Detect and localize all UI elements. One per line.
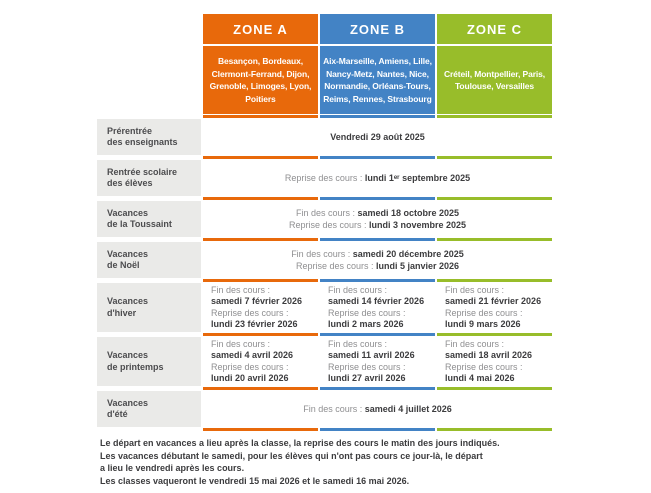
date-line [445, 319, 552, 331]
date-line-value: samedi 20 décembre 2025 [352, 249, 464, 259]
row-separator [97, 333, 552, 336]
date-line-prefix: Reprise des cours : [211, 361, 289, 372]
date-line [445, 285, 552, 297]
date-line [328, 319, 435, 331]
date-line-value: lundi 4 mai 2026 [445, 373, 515, 383]
calendar-row [97, 242, 552, 278]
date-cell-zone-c [437, 337, 552, 386]
date-line-prefix: Fin des cours : [445, 338, 505, 349]
zone-a-header: ZONE A [203, 14, 318, 44]
zone-a-separator-segment [203, 156, 318, 159]
zone-b-separator-segment [320, 156, 435, 159]
row-separator [97, 197, 552, 200]
zone-a-separator-segment [203, 238, 318, 241]
zone-a-separator-segment [203, 279, 318, 282]
date-line [328, 285, 435, 297]
zone-a-cities: Besançon, Bordeaux, Clermont-Ferrand, Dijon, Grenoble, Limoges, Lyon, Poitiers [203, 46, 318, 114]
separator-spacer [97, 428, 201, 431]
date-line [445, 296, 552, 308]
date-cell-zone-b [320, 337, 435, 386]
date-line [328, 308, 435, 320]
date-cell-zone-a [203, 283, 318, 332]
date-line-value: samedi 18 avril 2026 [445, 350, 533, 360]
date-line-value: samedi 11 avril 2026 [328, 350, 415, 360]
date-line-prefix: Reprise des cours : [284, 173, 365, 183]
row-label-line: Vacances [107, 397, 149, 408]
footer-line: a lieu le vendredi après les cours. [100, 463, 245, 473]
school-vacation-calendar [97, 14, 651, 487]
zone-c-separator-segment [437, 156, 552, 159]
date-line [303, 403, 452, 415]
zone-c-separator-segment [437, 115, 552, 118]
date-line-prefix: Reprise des cours : [288, 220, 369, 230]
date-line-prefix: Fin des cours : [211, 284, 271, 295]
date-line-value: lundi 1ᵉʳ septembre 2025 [364, 173, 471, 183]
separator-spacer [97, 238, 201, 241]
date-line-prefix: Fin des cours : [303, 404, 365, 414]
row-label [97, 160, 201, 196]
zone-b-separator-segment [320, 197, 435, 200]
date-cell-all-zones [203, 242, 552, 278]
separator-spacer [97, 387, 201, 390]
footer-line: Le départ en vacances a lieu après la classe, la reprise des cours le matin des jours indiqués. [100, 438, 500, 448]
zone-c-separator-segment [437, 197, 552, 200]
zone-a-separator-segment [203, 428, 318, 431]
row-label-line: Vacances [107, 207, 149, 218]
date-line-prefix: Reprise des cours : [445, 307, 523, 318]
zone-c-cities: Créteil, Montpellier, Paris, Toulouse, Versailles [437, 46, 552, 114]
row-separator [97, 279, 552, 282]
zone-b-separator-segment [320, 115, 435, 118]
zone-cities-row [97, 46, 552, 114]
date-line [296, 207, 459, 219]
date-cell-zone-c [437, 283, 552, 332]
date-line-value: samedi 14 février 2026 [328, 296, 425, 306]
calendar-rows [97, 115, 552, 431]
date-line-prefix: Fin des cours : [295, 208, 358, 218]
row-separator [97, 115, 552, 118]
separator-spacer [97, 156, 201, 159]
separator-spacer [97, 333, 201, 336]
date-cell-all-zones [203, 201, 552, 237]
row-separator [97, 428, 552, 431]
zone-c-header: ZONE C [437, 14, 552, 44]
date-line [328, 339, 435, 351]
calendar-row [97, 391, 552, 427]
row-label-line: des élèves [107, 178, 153, 188]
date-cell-all-zones [203, 119, 552, 155]
header-spacer [97, 14, 201, 44]
row-label-line: Vacances [107, 248, 149, 259]
date-line-prefix: Reprise des cours : [295, 261, 376, 271]
date-line [330, 131, 425, 143]
date-line [445, 362, 552, 374]
date-line [285, 172, 470, 184]
date-line-prefix: Fin des cours : [328, 284, 388, 295]
row-label-line: Vacances [107, 296, 149, 306]
zone-b-header: ZONE B [320, 14, 435, 44]
date-line-value: lundi 5 janvier 2026 [376, 261, 460, 271]
zone-b-separator-segment [320, 387, 435, 390]
date-line-prefix: Reprise des cours : [328, 361, 406, 372]
zone-b-separator-segment [320, 279, 435, 282]
row-separator [97, 156, 552, 159]
row-label-line: Prérentrée [107, 125, 153, 136]
footer-notes [100, 437, 645, 487]
row-label [97, 201, 201, 237]
zone-c-separator-segment [437, 387, 552, 390]
date-line-value: lundi 2 mars 2026 [328, 319, 404, 329]
date-line-prefix: Reprise des cours : [445, 361, 523, 372]
calendar-row [97, 337, 552, 386]
date-line [211, 308, 318, 320]
date-line [291, 248, 464, 260]
zone-header-row [97, 14, 552, 44]
date-line-value: Vendredi 29 août 2025 [330, 132, 425, 142]
row-label [97, 119, 201, 155]
date-line-value: samedi 7 février 2026 [211, 296, 303, 306]
row-separator [97, 387, 552, 390]
zone-a-separator-segment [203, 197, 318, 200]
date-line-prefix: Fin des cours : [328, 338, 388, 349]
calendar-row [97, 119, 552, 155]
date-line [445, 339, 552, 351]
row-separator [97, 238, 552, 241]
date-line-value: samedi 4 juillet 2026 [364, 404, 452, 414]
row-label-line: d'été [107, 409, 128, 419]
date-line [211, 296, 318, 308]
row-label-line: de la Toussaint [107, 219, 172, 229]
date-line [328, 362, 435, 374]
zone-a-separator-segment [203, 115, 318, 118]
row-label-line: de Noël [107, 260, 140, 270]
calendar-row [97, 160, 552, 196]
date-line [328, 350, 435, 362]
date-line-value: lundi 27 avril 2026 [328, 373, 406, 383]
date-line-prefix: Reprise des cours : [211, 307, 289, 318]
date-line-value: lundi 9 mars 2026 [445, 319, 521, 329]
date-line-value: lundi 3 novembre 2025 [369, 220, 467, 230]
row-label-line: Vacances [107, 350, 149, 360]
date-line [328, 373, 435, 385]
date-cell-all-zones [203, 160, 552, 196]
date-line [211, 285, 318, 297]
date-line-prefix: Fin des cours : [211, 338, 271, 349]
zone-b-separator-segment [320, 238, 435, 241]
row-label [97, 242, 201, 278]
date-cell-zone-b [320, 283, 435, 332]
date-line [289, 219, 466, 231]
zone-c-separator-segment [437, 279, 552, 282]
date-line-value: samedi 4 avril 2026 [211, 350, 294, 360]
date-cell-zone-a [203, 337, 318, 386]
date-line [445, 308, 552, 320]
zone-b-cities: Aix-Marseille, Amiens, Lille, Nancy-Metz, Nantes, Nice, Normandie, Orléans-Tours, Reims, Rennes, Strasbourg [320, 46, 435, 114]
calendar-table [97, 14, 552, 431]
date-line [445, 350, 552, 362]
date-line [211, 362, 318, 374]
date-line [296, 260, 459, 272]
row-label-line: Rentrée scolaire [107, 166, 178, 177]
calendar-row [97, 201, 552, 237]
row-label-line: d'hiver [107, 307, 137, 318]
row-label [97, 283, 201, 332]
date-line-prefix: Reprise des cours : [328, 307, 406, 318]
zone-c-separator-segment [437, 428, 552, 431]
date-line [211, 319, 318, 331]
date-line-value: lundi 20 avril 2026 [211, 373, 289, 383]
date-line [328, 296, 435, 308]
zone-b-separator-segment [320, 428, 435, 431]
date-line [211, 339, 318, 351]
separator-spacer [97, 279, 201, 282]
date-line-prefix: Fin des cours : [445, 284, 505, 295]
date-line-value: samedi 18 octobre 2025 [357, 208, 460, 218]
zone-b-separator-segment [320, 333, 435, 336]
row-label-line: des enseignants [107, 137, 178, 147]
calendar-row [97, 283, 552, 332]
date-cell-all-zones [203, 391, 552, 427]
row-label [97, 337, 201, 386]
separator-spacer [97, 197, 201, 200]
date-line-value: lundi 23 février 2026 [211, 319, 298, 329]
separator-spacer [97, 115, 201, 118]
zone-c-separator-segment [437, 333, 552, 336]
date-line [211, 373, 318, 385]
row-label-line: de printemps [107, 361, 164, 372]
row-label [97, 391, 201, 427]
date-line [445, 373, 552, 385]
zone-c-separator-segment [437, 238, 552, 241]
date-line-value: samedi 21 février 2026 [445, 296, 542, 306]
footer-line: Les classes vaqueront le vendredi 15 mai 2026 et le samedi 16 mai 2026. [100, 475, 410, 486]
footer-line: Les vacances débutant le samedi, pour les élèves qui n'ont pas cours ce jour-là, le départ [100, 450, 483, 461]
date-line-prefix: Fin des cours : [291, 249, 353, 259]
zone-a-separator-segment [203, 387, 318, 390]
zone-a-separator-segment [203, 333, 318, 336]
cities-spacer [97, 46, 201, 114]
date-line [211, 350, 318, 362]
